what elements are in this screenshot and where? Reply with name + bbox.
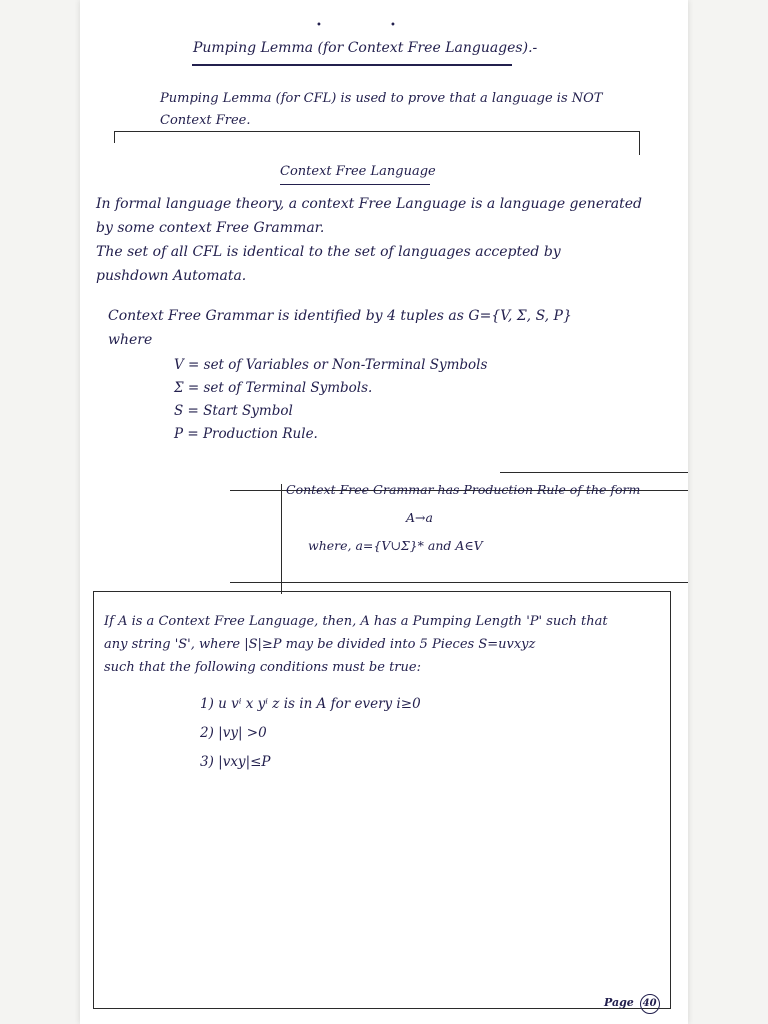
theorem-line: such that the following conditions must be true: bbox=[104, 660, 421, 675]
intro-text bbox=[160, 88, 602, 132]
divider-tick bbox=[639, 131, 640, 155]
paragraph-line: by some context Free Grammar. bbox=[96, 220, 325, 236]
box-line bbox=[230, 582, 688, 583]
condition-item: 3) |vxy|≤P bbox=[200, 754, 271, 770]
grammar-definitions bbox=[174, 354, 487, 446]
rule-line: Context Free Grammar has Production Rule of the form bbox=[286, 482, 641, 497]
notebook-page bbox=[80, 0, 688, 1024]
production-rule-box bbox=[286, 476, 640, 560]
definition-paragraph bbox=[96, 192, 642, 288]
page-number bbox=[604, 994, 660, 1014]
paragraph-line: pushdown Automata. bbox=[96, 268, 247, 284]
definition-item: Σ = set of Terminal Symbols. bbox=[174, 380, 373, 396]
grammar-line: Context Free Grammar is identified by 4 tuples as G={V, Σ, S, P} bbox=[108, 308, 572, 324]
divider-tick bbox=[114, 131, 115, 143]
heading-underline bbox=[280, 184, 430, 185]
theorem-line: any string 'S', where |S|≥P may be divided into 5 Pieces S=uvxyz bbox=[104, 637, 536, 652]
definition-item: S = Start Symbol bbox=[174, 403, 293, 419]
grammar-intro bbox=[108, 304, 572, 352]
page-number-circle: 40 bbox=[640, 994, 660, 1014]
rule-line: where, a={V∪Σ}* and A∈V bbox=[308, 538, 483, 553]
paragraph-line: In formal language theory, a context Free Language is a language generated bbox=[96, 196, 643, 212]
paragraph-line: The set of all CFL is identical to the set of languages accepted by bbox=[96, 244, 561, 260]
theorem-conditions bbox=[200, 690, 421, 777]
divider-line bbox=[114, 131, 640, 132]
theorem-text bbox=[104, 610, 608, 679]
condition-item: 1) u vⁱ x yⁱ z is in A for every i≥0 bbox=[200, 696, 421, 712]
definition-item: V = set of Variables or Non-Terminal Symbols bbox=[174, 357, 488, 373]
page-title: Pumping Lemma (for Context Free Languages).- bbox=[193, 40, 538, 56]
intro-line: Context Free. bbox=[160, 113, 251, 128]
condition-item: 2) |vy| >0 bbox=[200, 725, 267, 741]
ink-dot: • bbox=[316, 20, 322, 31]
rule-formula: A→a bbox=[406, 510, 433, 525]
box-line bbox=[500, 472, 688, 473]
theorem-line: If A is a Context Free Language, then, A has a Pumping Length 'P' such that bbox=[104, 614, 608, 629]
box-line bbox=[281, 484, 282, 594]
page-label: Page bbox=[604, 996, 634, 1009]
definition-item: P = Production Rule. bbox=[174, 426, 318, 442]
grammar-line: where bbox=[108, 332, 153, 348]
ink-dot: • bbox=[390, 20, 396, 31]
section-heading: Context Free Language bbox=[280, 164, 436, 179]
intro-line: Pumping Lemma (for CFL) is used to prove that a language is NOT bbox=[160, 91, 603, 106]
title-underline bbox=[192, 64, 512, 66]
